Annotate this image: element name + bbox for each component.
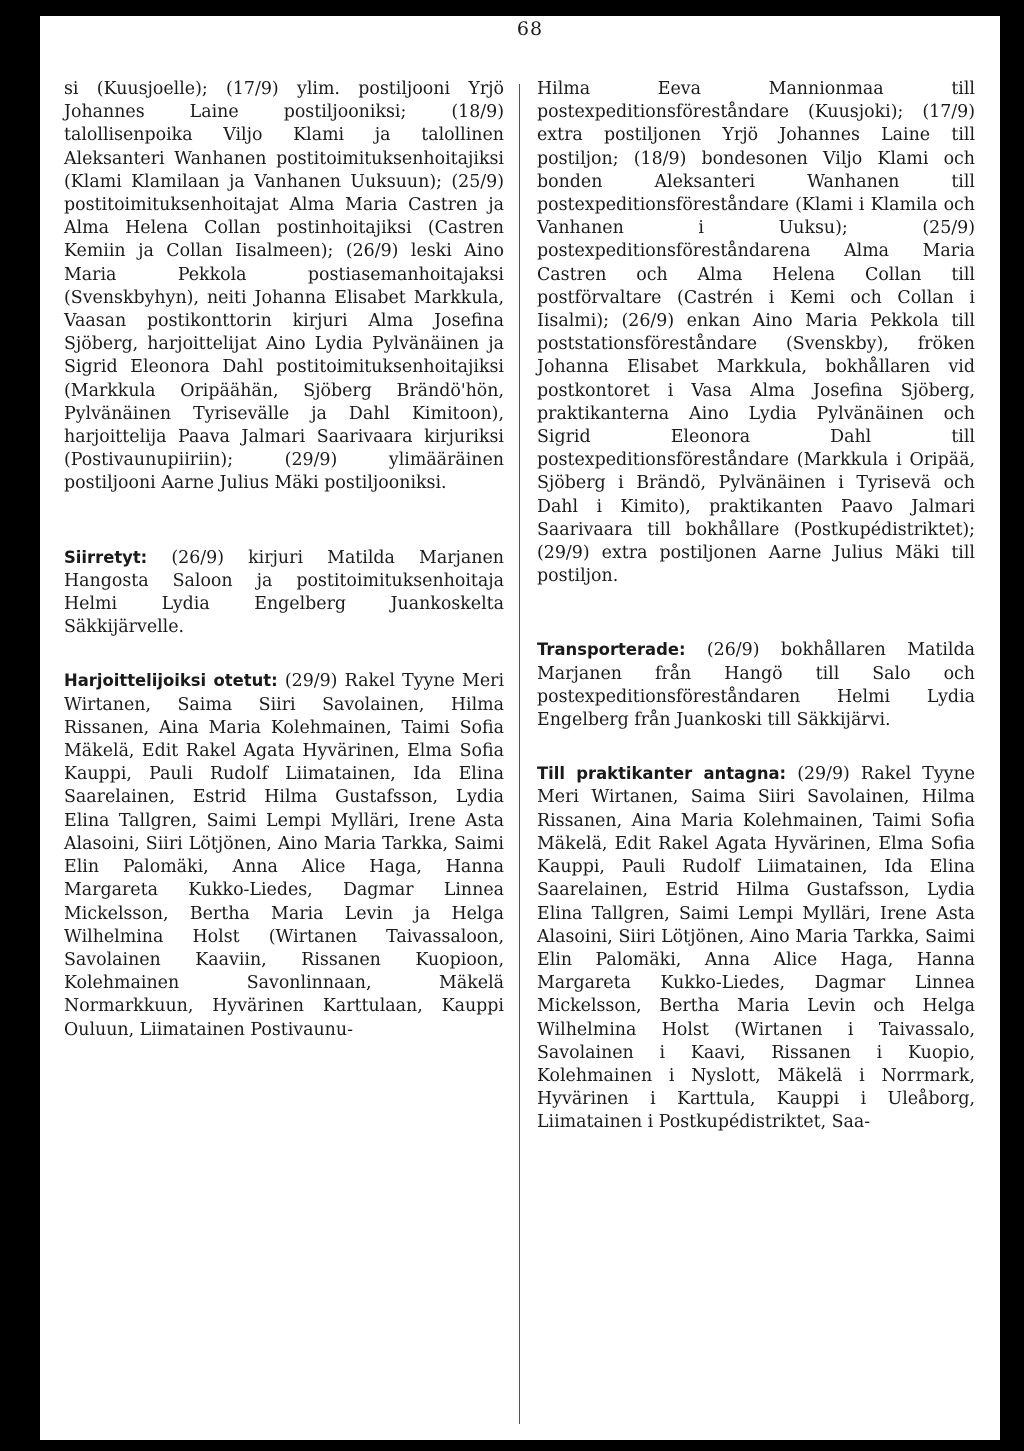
- finnish-transfers-text: (26/9) kirjuri Matilda Marjanen Hangosta Saloon ja postitoimituksenhoitaja Helmi Lydia Engelberg Juankoskelta Säkkijärvelle.: [64, 547, 504, 638]
- page-number: 68: [516, 18, 544, 40]
- finnish-trainees-heading: Harjoittelijoiksi otetut:: [64, 671, 278, 691]
- finnish-trainees-paragraph: [64, 669, 504, 1041]
- swedish-trainees-text: (29/9) Rakel Tyyne Meri Wirtanen, Saima Siiri Savolainen, Hilma Rissanen, Aina Maria Kolehmainen, Taimi Sofia Mäkelä, Edit Rakel Agata Hyvärinen, Elma Sofia Kauppi, Pauli Rudolf Liimatainen, Ida Elina Saarelainen, Estrid Hilma Gustafsson, Lydia Elina Tallgren, Saimi Lempi Mylläri, Irene Asta Alasoini, Siiri Lötjönen, Aino Maria Tarkka, Saimi Elin Palomäki, Anna Alice Haga, Hanna Margareta Kukko-Liedes, Dagmar Linnea Mickelsson, Bertha Maria Levin och Helga Wilhelmina Holst (Wirtanen i Taivassalo, Savolainen i Kaavi, Rissanen i Kuopio, Kolehmainen i Nyslott, Mäkelä i Norrmark, Hyvärinen i Karttula, Kauppi i Uleåborg, Liimatainen i Postkupédistriktet, Saa-: [537, 764, 975, 1133]
- swedish-trainees-paragraph: [537, 762, 975, 1134]
- finnish-appointments-paragraph: si (Kuusjoelle); (17/9) ylim. postiljooni Yrjö Johannes Laine postiljooniksi; (18/9) talollisenpoika Viljo Klami ja talollinen Aleksanteri Wanhanen postitoimituksenhoitajiksi (Klami Klamilaan ja Vanhanen Uuksuun); (25/9) postitoimituksenhoitajat Alma Maria Castren ja Alma Helena Collan postinhoitajiksi (Castren Kemiin ja Collan Iisalmeen); (26/9) leski Aino Maria Pekkola postiasemanhoitajaksi (Svenskbyhyn), neiti Johanna Elisabet Markkula, Vaasan postikonttorin kirjuri Alma Josefina Sjöberg, harjoittelijat Aino Lydia Pylvänäinen ja Sigrid Eleonora Dahl postitoimituksenhoitajiksi (Markkula Oripäähän, Sjöberg Brändö'hön, Pylvänäinen Tyrisevälle ja Dahl Kimitoon), harjoittelija Paava Jalmari Saarivaara kirjuriksi (Postivaunupiiriin); (29/9) ylimääräinen postiljooni Aarne Julius Mäki postiljooniksi.: [64, 79, 504, 494]
- finnish-transfers-paragraph: [64, 546, 504, 640]
- swedish-transfers-text: (26/9) bokhållaren Matilda Marjanen från Hangö till Salo och postexpeditionsföreståndaren Helmi Lydia Engelberg från Juankoski till Säkkijärvi.: [537, 640, 975, 731]
- finnish-column: [64, 78, 504, 1042]
- swedish-appointments-paragraph: Hilma Eeva Mannionmaa till postexpeditionsföreståndare (Kuusjoki); (17/9) extra postiljonen Yrjö Johannes Laine till postiljon; (18/9) bondesonen Viljo Klami och bonden Aleksanteri Wanhanen till postexpeditionsföreståndare (Klami i Klamila och Vanhanen i Uuksu); (25/9) postexpeditionsföreståndarena Alma Maria Castren och Alma Helena Collan till postförvaltare (Castrén i Kemi och Collan i Iisalmi); (26/9) enkan Aino Maria Pekkola till poststationsföreståndare (Svenskby), fröken Johanna Elisabet Markkula, bokhållaren vid postkontoret i Vasa Alma Josefina Sjöberg, praktikanterna Aino Lydia Pylvänäinen och Sigrid Eleonora Dahl till postexpeditionsföreståndare (Markkula i Oripää, Sjöberg i Brändö, Pylvänäinen i Tyrisevä och Dahl i Kimito), praktikanten Paavo Jalmari Saarivaara till bokhållare (Postkupédistriktet); (29/9) extra postiljonen Aarne Julius Mäki till postiljon.: [537, 79, 975, 587]
- swedish-column: [537, 78, 975, 1135]
- swedish-transfers-heading: Transporterade:: [537, 640, 686, 660]
- column-divider: [519, 84, 520, 1424]
- finnish-transfers-heading: Siirretyt:: [64, 547, 148, 567]
- swedish-transfers-paragraph: [537, 638, 975, 732]
- document-page: [40, 16, 1000, 1440]
- swedish-trainees-heading: Till praktikanter antagna:: [537, 764, 787, 784]
- finnish-trainees-text: (29/9) Rakel Tyyne Meri Wirtanen, Saima Siiri Savolainen, Hilma Rissanen, Aina Maria Kolehmainen, Taimi Sofia Mäkelä, Edit Rakel Agata Hyvärinen, Elma Sofia Kauppi, Pauli Rudolf Liimatainen, Ida Elina Saarelainen, Estrid Hilma Gustafsson, Lydia Elina Tallgren, Saimi Lempi Mylläri, Irene Asta Alasoini, Siiri Lötjönen, Aino Maria Tarkka, Saimi Elin Palomäki, Anna Alice Haga, Hanna Margareta Kukko-Liedes, Dagmar Linnea Mickelsson, Bertha Maria Levin ja Helga Wilhelmina Holst (Wirtanen Taivassaloon, Savolainen Kaaviin, Rissanen Kuopioon, Kolehmainen Savonlinnaan, Mäkelä Normarkkuun, Hyvärinen Karttulaan, Kauppi Ouluun, Liimatainen Postivaunu-: [64, 671, 505, 1040]
